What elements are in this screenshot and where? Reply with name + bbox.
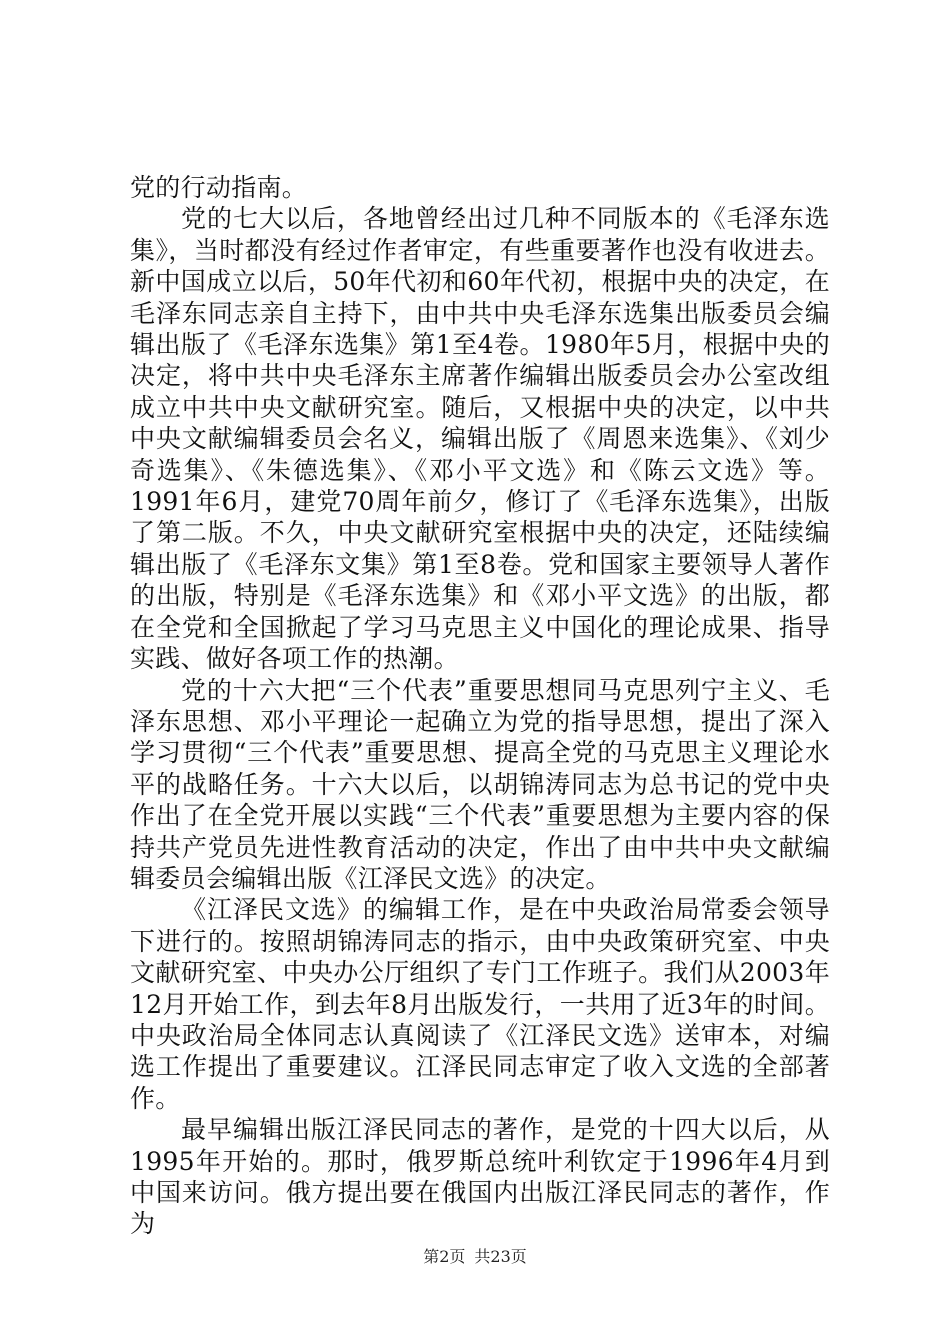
paragraph-sixteenth-congress: 党的十六大把“三个代表”重要思想同马克思列宁主义、毛泽东思想、邓小平理论一起确立为党的指导思想，提出了深入学习贯彻“三个代表”重要思想、提高全党的马克思主义理论水平的战略任务。十六大以后，以胡锦涛同志为总书记的党中央作出了在全党开展以实践“三个代表”重要思想为主要内容的保持共产党员先进性教育活动的决定，作出了由中共中央文献编辑委员会编辑出版《江泽民文选》的决定。 [130,675,830,893]
paragraph-earliest-publication: 最早编辑出版江泽民同志的著作，是党的十四大以后，从1995年开始的。那时，俄罗斯总统叶利钦定于1996年4月到中国来访问。俄方提出要在俄国内出版江泽民同志的著作，作为 [130,1115,830,1239]
paragraph-editing-work: 《江泽民文选》的编辑工作，是在中央政治局常委会领导下进行的。按照胡锦涛同志的指示，由中央政策研究室、中央文献研究室、中央办公厅组织了专门工作班子。我们从2003年12月开始工作，到去年8月出版发行，一共用了近3年的时间。中央政治局全体同志认真阅读了《江泽民文选》送审本，对编选工作提出了重要建议。江泽民同志审定了收入文选的全部著作。 [130,895,830,1113]
paragraph-selected-works-history: 党的七大以后，各地曾经出过几种不同版本的《毛泽东选集》，当时都没有经过作者审定，有些重要著作也没有收进去。新中国成立以后，50年代初和60年代初，根据中央的决定，在毛泽东同志亲自主持下，由中共中央毛泽东选集出版委员会编辑出版了《毛泽东选集》第1至4卷。1980年5月，根据中央的决定，将中共中央毛泽东主席著作编辑出版委员会办公室改组成立中共中央文献研究室。随后，又根据中央的决定，以中共中央文献编辑委员会名义，编辑出版了《周恩来选集》、《刘少奇选集》、《朱德选集》、《邓小平文选》和《陈云文选》等。1991年6月，建党70周年前夕，修订了《毛泽东选集》，出版了第二版。不久，中央文献研究室根据中央的决定，还陆续编辑出版了《毛泽东文集》第1至8卷。党和国家主要领导人著作的出版，特别是《毛泽东选集》和《邓小平文选》的出版，都在全党和全国掀起了学习马克思主义中国化的理论成果、指导实践、做好各项工作的热潮。 [130,204,830,674]
page-footer [0,1247,950,1267]
page-number: 第2页 [423,1247,466,1266]
document-body [130,172,830,1240]
paragraph-continuation: 党的行动指南。 [130,173,308,202]
page-total: 共23页 [474,1247,527,1266]
